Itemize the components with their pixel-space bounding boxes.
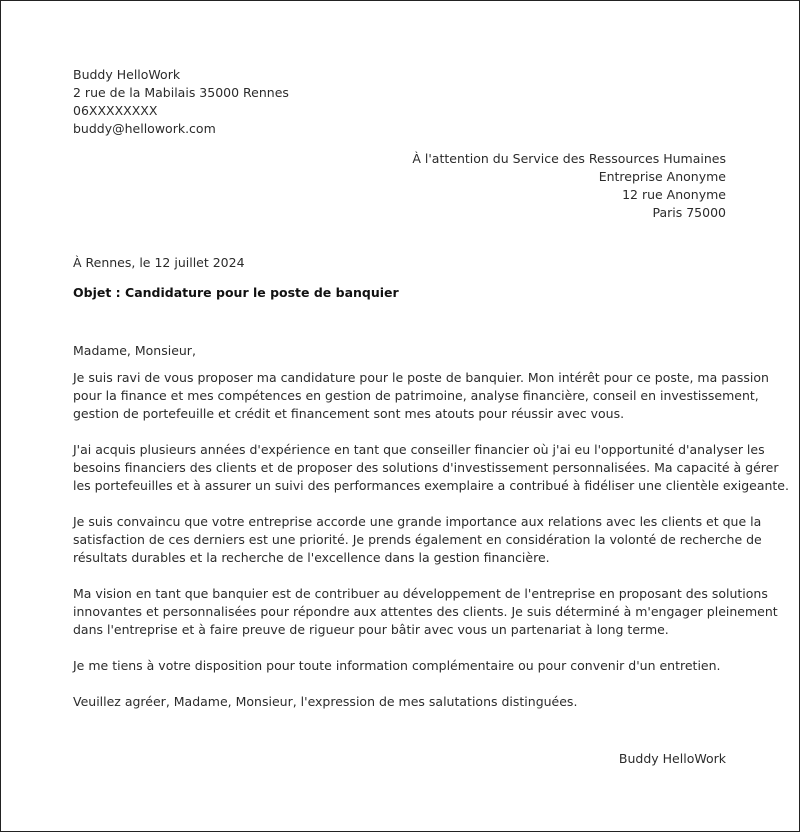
sender-name: Buddy HelloWork xyxy=(73,67,181,82)
recipient-company: Entreprise Anonyme xyxy=(598,169,726,184)
paragraph-vision xyxy=(73,585,778,639)
paragraph-line: besoins financiers des clients et de proposer des solutions d'investissement personnalisées. Ma capacité à gérer xyxy=(73,460,779,475)
paragraph-line: dans l'entreprise et à faire preuve de rigueur pour bâtir avec vous un partenariat à long terme. xyxy=(73,622,669,637)
paragraph-experience xyxy=(73,441,789,495)
recipient-block xyxy=(412,150,726,222)
paragraph-line: résultats durables et la recherche de l'excellence dans la gestion financière. xyxy=(73,550,550,565)
paragraph-availability xyxy=(73,657,733,675)
paragraph-line: J'ai acquis plusieurs années d'expérience en tant que conseiller financier où j'ai eu l'opportunité d'analyser les xyxy=(73,442,765,457)
paragraph-company xyxy=(73,513,762,567)
paragraph-line: gestion de portefeuille et crédit et financement sont mes atouts pour réussir avec vous. xyxy=(73,406,625,421)
paragraph-line: satisfaction de ces derniers est une priorité. Je prends également en considération la volonté de recherche de xyxy=(73,532,762,547)
signature: Buddy HelloWork xyxy=(618,751,726,766)
paragraph-closing xyxy=(73,693,733,711)
paragraph-line: Je me tiens à votre disposition pour toute information complémentaire ou pour convenir d'un entretien. xyxy=(73,658,721,673)
salutation: Madame, Monsieur, xyxy=(73,343,196,358)
paragraph-line: les portefeuilles et à assurer un suivi des performances exemplaire a contribué à fidéliser une clientèle exigeante. xyxy=(73,478,789,493)
paragraph-line: Ma vision en tant que banquier est de contribuer au développement de l'entreprise en proposant des solutions xyxy=(73,586,768,601)
subject-line: Objet : Candidature pour le poste de banquier xyxy=(73,285,399,300)
paragraph-line: Je suis convaincu que votre entreprise accorde une grande importance aux relations avec les clients et que la xyxy=(73,514,762,529)
sender-block xyxy=(73,66,289,138)
paragraph-line: Je suis ravi de vous proposer ma candidature pour le poste de banquier. Mon intérêt pour ce poste, ma passion xyxy=(73,370,769,385)
recipient-street: 12 rue Anonyme xyxy=(622,187,726,202)
paragraph-line: Veuillez agréer, Madame, Monsieur, l'expression de mes salutations distinguées. xyxy=(73,694,578,709)
paragraph-motivation xyxy=(73,369,769,423)
recipient-city: Paris 75000 xyxy=(652,205,726,220)
sender-address: 2 rue de la Mabilais 35000 Rennes xyxy=(73,85,289,100)
letter-body xyxy=(73,342,789,729)
paragraph-line: pour la finance et mes compétences en gestion de patrimoine, analyse financière, conseil en investissement, xyxy=(73,388,759,403)
paragraph-line: innovantes et personnalisées pour répondre aux attentes des clients. Je suis déterminé à m'engager pleinement xyxy=(73,604,778,619)
date-line: À Rennes, le 12 juillet 2024 xyxy=(73,255,245,270)
recipient-attention: À l'attention du Service des Ressources Humaines xyxy=(412,151,726,166)
sender-phone: 06XXXXXXXX xyxy=(73,103,158,118)
sender-email: buddy@hellowork.com xyxy=(73,121,216,136)
